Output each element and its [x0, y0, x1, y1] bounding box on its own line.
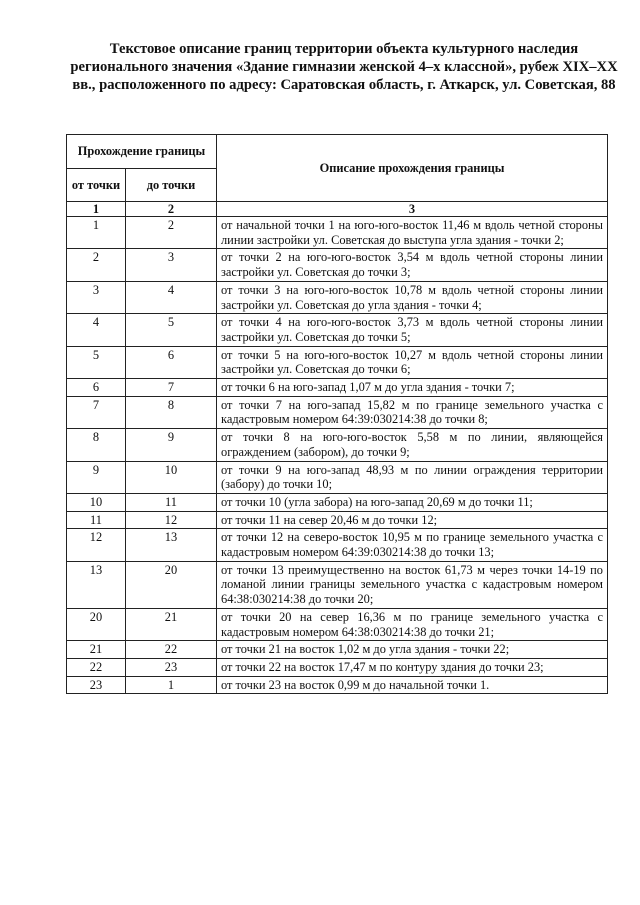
cell-description: от точки 5 на юго-юго-восток 10,27 м вдоль четной стороны линии застройки ул. Советская до точки 6; [217, 346, 608, 378]
table-row [67, 346, 608, 378]
cell-from-point: 10 [67, 493, 126, 511]
cell-from-point: 7 [67, 396, 126, 428]
cell-from-point: 9 [67, 461, 126, 493]
cell-to-point: 21 [126, 608, 217, 640]
cell-description: от точки 6 на юго-запад 1,07 м до угла здания - точки 7; [217, 379, 608, 397]
index-col-2: 2 [126, 202, 217, 217]
cell-to-point: 22 [126, 641, 217, 659]
cell-description: от точки 23 на восток 0,99 м до начальной точки 1. [217, 676, 608, 694]
table-row [67, 561, 608, 608]
table-row [67, 281, 608, 313]
cell-from-point: 2 [67, 249, 126, 281]
cell-from-point: 20 [67, 608, 126, 640]
cell-description: от начальной точки 1 на юго-юго-восток 11,46 м вдоль четной стороны линии застройки ул. Советская до выступа угла здания - точки 2; [217, 217, 608, 249]
table-row [67, 249, 608, 281]
cell-to-point: 20 [126, 561, 217, 608]
boundary-table [66, 134, 608, 694]
cell-to-point: 6 [126, 346, 217, 378]
table-row [67, 493, 608, 511]
cell-to-point: 1 [126, 676, 217, 694]
table-row [67, 641, 608, 659]
cell-description: от точки 13 преимущественно на восток 61,73 м через точки 14-19 по ломаной линии границы земельного участка с кадастровым номером 64:38:030214:38 до точки 20; [217, 561, 608, 608]
index-col-1: 1 [67, 202, 126, 217]
cell-from-point: 6 [67, 379, 126, 397]
cell-from-point: 5 [67, 346, 126, 378]
cell-from-point: 8 [67, 429, 126, 461]
header-to-point: до точки [126, 169, 217, 202]
table-row [67, 429, 608, 461]
cell-to-point: 8 [126, 396, 217, 428]
document-title: Текстовое описание границ территории объекта культурного наследия регионального значения «Здание гимназии женской 4–х классной», рубеж XIX–XX вв., расположенного по адресу: Саратовская область, г. Аткарск, ул. Советская, 88 [70, 41, 618, 93]
cell-to-point: 11 [126, 493, 217, 511]
table-row [67, 396, 608, 428]
cell-description: от точки 4 на юго-юго-восток 3,73 м вдоль четной стороны линии застройки ул. Советская до точки 5; [217, 314, 608, 346]
cell-from-point: 21 [67, 641, 126, 659]
cell-description: от точки 9 на юго-запад 48,93 м по линии ограждения территории (забору) до точки 10; [217, 461, 608, 493]
table-body [67, 217, 608, 694]
cell-description: от точки 10 (угла забора) на юго-запад 20,69 м до точки 11; [217, 493, 608, 511]
table-row [67, 511, 608, 529]
cell-to-point: 9 [126, 429, 217, 461]
cell-description: от точки 2 на юго-юго-восток 3,54 м вдоль четной стороны линии застройки ул. Советская до точки 3; [217, 249, 608, 281]
cell-description: от точки 22 на восток 17,47 м по контуру здания до точки 23; [217, 658, 608, 676]
cell-to-point: 13 [126, 529, 217, 561]
cell-from-point: 11 [67, 511, 126, 529]
cell-to-point: 10 [126, 461, 217, 493]
cell-description: от точки 3 на юго-юго-восток 10,78 м вдоль четной стороны линии застройки ул. Советская до угла здания - точки 4; [217, 281, 608, 313]
cell-description: от точки 8 на юго-юго-восток 5,58 м по линии, являющейся ограждением (забором), до точки 9; [217, 429, 608, 461]
table-row [67, 461, 608, 493]
cell-description: от точки 12 на северо-восток 10,95 м по границе земельного участка с кадастровым номером 64:39:030214:38 до точки 13; [217, 529, 608, 561]
cell-to-point: 4 [126, 281, 217, 313]
cell-to-point: 7 [126, 379, 217, 397]
cell-to-point: 23 [126, 658, 217, 676]
header-boundary-passage: Прохождение границы [67, 135, 217, 169]
table-row [67, 608, 608, 640]
header-from-point: от точки [67, 169, 126, 202]
cell-description: от точки 20 на север 16,36 м по границе земельного участка с кадастровым номером 64:38:030214:38 до точки 21; [217, 608, 608, 640]
index-col-3: 3 [217, 202, 608, 217]
cell-from-point: 22 [67, 658, 126, 676]
cell-to-point: 3 [126, 249, 217, 281]
cell-to-point: 12 [126, 511, 217, 529]
cell-from-point: 23 [67, 676, 126, 694]
cell-from-point: 12 [67, 529, 126, 561]
table-row [67, 658, 608, 676]
cell-to-point: 2 [126, 217, 217, 249]
cell-from-point: 3 [67, 281, 126, 313]
cell-description: от точки 21 на восток 1,02 м до угла здания - точки 22; [217, 641, 608, 659]
table-row [67, 676, 608, 694]
table-row [67, 529, 608, 561]
cell-to-point: 5 [126, 314, 217, 346]
table-row [67, 314, 608, 346]
table-row [67, 217, 608, 249]
cell-from-point: 4 [67, 314, 126, 346]
header-description: Описание прохождения границы [217, 135, 608, 202]
cell-description: от точки 11 на север 20,46 м до точки 12; [217, 511, 608, 529]
cell-from-point: 1 [67, 217, 126, 249]
cell-description: от точки 7 на юго-запад 15,82 м по границе земельного участка с кадастровым номером 64:39:030214:38 до точки 8; [217, 396, 608, 428]
table-row [67, 379, 608, 397]
cell-from-point: 13 [67, 561, 126, 608]
